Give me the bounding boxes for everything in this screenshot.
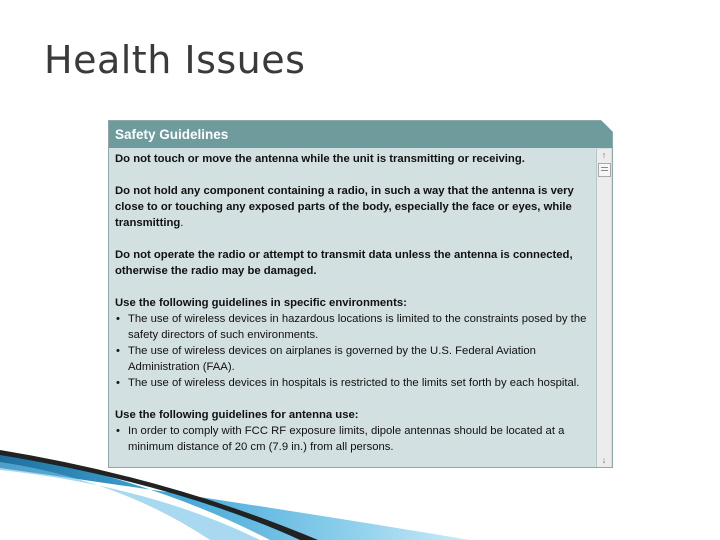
guideline-body-exposure-text: Do not hold any component containing a radio, in such a way that the antenna is very close to or touching any exposed parts of the body, especially the face or eyes, while transmitting bbox=[115, 185, 574, 229]
bullet-icon: • bbox=[116, 345, 120, 357]
list-item-text: The use of wireless devices in hospitals is restricted to the limits set forth by each hospital. bbox=[128, 377, 580, 389]
bullet-icon: • bbox=[116, 425, 120, 437]
list-item-text: The use of wireless devices on airplanes is governed by the U.S. Federal Aviation Administration (FAA). bbox=[128, 345, 536, 373]
guideline-antenna-connected: Do not operate the radio or attempt to transmit data unless the antenna is connected, otherwise the radio may be damaged. bbox=[115, 249, 573, 277]
panel-header: Safety Guidelines bbox=[109, 121, 612, 148]
list-item-text: The use of wireless devices in hazardous locations is limited to the constraints posed by the safety directors of such environments. bbox=[128, 313, 587, 341]
arrow-down-icon[interactable]: ↓ bbox=[601, 455, 607, 465]
bullet-icon: • bbox=[116, 377, 120, 389]
bullet-icon: • bbox=[116, 313, 120, 325]
arrow-up-icon[interactable]: ↑ bbox=[601, 150, 607, 160]
list-item-text: In order to comply with FCC RF exposure limits, dipole antennas should be located at a minimum distance of 20 cm (7.9 in.) from all persons. bbox=[128, 425, 565, 453]
guideline-antenna-touch: Do not touch or move the antenna while the unit is transmitting or receiving. bbox=[115, 153, 525, 165]
slide-title: Health Issues bbox=[44, 38, 306, 82]
section-heading-antenna-use: Use the following guidelines for antenna use: bbox=[115, 409, 359, 421]
guideline-body-exposure-period: . bbox=[180, 217, 184, 229]
section-heading-environments: Use the following guidelines in specific environments: bbox=[115, 297, 407, 309]
